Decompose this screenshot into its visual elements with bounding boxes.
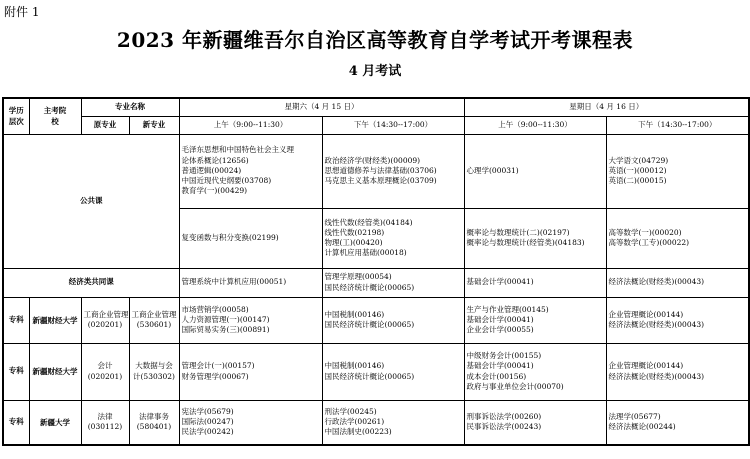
public-row-1 — [3, 134, 749, 208]
course-list — [179, 208, 322, 268]
course-line: 财务管理学(00067) — [181, 371, 249, 381]
major-orig — [81, 400, 129, 445]
course-list — [322, 297, 464, 343]
course-line: 毛泽东思想和中国特色社会主义理 — [181, 145, 294, 155]
course-line: 马克思主义基本原理概论(03709) — [324, 176, 437, 186]
major-level: 专科 — [3, 297, 29, 343]
course-line: 市场营销学(00058) — [181, 304, 249, 314]
course-list — [606, 268, 749, 297]
course-line: 中级财务会计(00155) — [466, 351, 542, 361]
course-line: 经济法概论(财经类)(00043) — [608, 371, 705, 381]
course-line: 国民经济统计概论(00065) — [324, 371, 415, 381]
course-line: 民事诉讼法学(00243) — [466, 422, 542, 432]
major-school: 新疆大学 — [29, 400, 81, 445]
econ-row — [3, 268, 749, 297]
course-line: 民法学(00242) — [181, 427, 234, 437]
course-list — [464, 400, 606, 445]
major-new — [129, 400, 179, 445]
course-line: (020201) — [87, 371, 123, 381]
course-line: 刑法学(00245) — [324, 406, 377, 416]
course-list — [606, 343, 749, 400]
header-sun-am: 上午（9:00--11:30） — [464, 116, 606, 134]
course-list — [179, 400, 322, 445]
major-row — [3, 297, 749, 343]
header-orig-major: 原专业 — [81, 116, 129, 134]
course-line: 普通逻辑(00024) — [181, 165, 242, 175]
major-level: 专科 — [3, 400, 29, 445]
course-line: 行政法学(00261) — [324, 417, 385, 427]
course-list — [179, 134, 322, 208]
schedule-table — [2, 97, 750, 446]
course-line: 概率论与数理统计(经管类)(04183) — [466, 238, 585, 247]
major-level: 专科 — [3, 343, 29, 400]
course-line: 高等数学(工专)(00022) — [608, 238, 690, 247]
course-line: 英语(一)(00012) — [608, 165, 667, 175]
course-line: (030112) — [87, 422, 123, 432]
header-level: 学历层次 — [3, 98, 29, 134]
course-list — [322, 208, 464, 268]
page-title: 2023 年新疆维吾尔自治区高等教育自学考试开考课程表 — [116, 28, 634, 52]
course-line: 思想道德修养与法律基础(03706) — [324, 165, 437, 175]
course-line: 国际法(00247) — [181, 417, 234, 427]
course-line: 工商企业管理 — [83, 309, 129, 319]
course-line: 生产与作业管理(00145) — [466, 304, 549, 314]
course-list — [179, 343, 322, 400]
course-line: 企业会计学(00055) — [466, 325, 534, 335]
course-line: 计算机应用基础(00018) — [324, 248, 407, 258]
course-line: 法律 — [97, 412, 113, 422]
header-sat-am: 上午（9:00--11:30） — [179, 116, 322, 134]
major-orig — [81, 343, 129, 400]
page-subtitle: 4 月考试 — [348, 64, 402, 79]
header-new-major: 新专业 — [129, 116, 179, 134]
course-list — [322, 134, 464, 208]
course-line: 大数据与会 — [135, 361, 173, 371]
course-list — [464, 297, 606, 343]
course-line: 大学语文(04729) — [608, 155, 669, 165]
course-line: 心理学(00031) — [466, 165, 519, 175]
course-line: 国民经济统计概论(00065) — [324, 320, 415, 329]
course-line: 工商企业管理 — [131, 309, 177, 319]
course-line: 线性代数(经管类)(04184) — [324, 217, 413, 227]
course-list — [606, 297, 749, 343]
course-line: 论体系概论(12656) — [181, 155, 249, 165]
course-line: 中国税制(00146) — [324, 361, 385, 371]
course-line: 国民经济统计概论(00065) — [324, 282, 415, 292]
course-line: 英语(二)(00015) — [608, 176, 667, 186]
header-row-2 — [3, 116, 749, 134]
econ-common-label: 经济类共同课 — [3, 268, 179, 297]
header-sunday: 星期日（4 月 16 日） — [464, 98, 749, 116]
course-line: 计(530302) — [133, 371, 175, 381]
course-line: 教育学(一)(00429) — [181, 186, 248, 196]
course-list — [464, 134, 606, 208]
header-school: 主考院校 — [29, 98, 81, 134]
course-line: 经济法概论(财经类)(00043) — [608, 320, 705, 329]
course-line: 经济法概论(财经类)(00043) — [608, 277, 705, 287]
course-list — [606, 208, 749, 268]
course-line: 企业管理概论(00144) — [608, 361, 684, 371]
header-sat-pm: 下午（14:30--17:00） — [322, 116, 464, 134]
course-list — [322, 400, 464, 445]
major-school: 新疆财经大学 — [29, 297, 81, 343]
course-line: 企业管理概论(00144) — [608, 309, 684, 319]
header-saturday: 星期六（4 月 15 日） — [179, 98, 464, 116]
course-line: 中国税制(00146) — [324, 309, 385, 319]
course-line: 法理学(05677) — [608, 412, 661, 422]
course-line: 政治经济学(财经类)(00009) — [324, 155, 421, 165]
header-sun-pm: 下午（14:30--17:00） — [606, 116, 749, 134]
course-list — [179, 297, 322, 343]
course-line: 成本会计(00156) — [466, 371, 527, 381]
course-line: 宪法学(05679) — [181, 406, 234, 416]
course-line: 会计 — [97, 361, 113, 371]
header-row-1 — [3, 98, 749, 116]
course-line: 基础会计学(00041) — [466, 277, 534, 287]
major-row — [3, 400, 749, 445]
major-row — [3, 343, 749, 400]
course-line: 中国近现代史纲要(03708) — [181, 176, 272, 186]
course-line: (020201) — [87, 320, 123, 329]
header-major-name: 专业名称 — [81, 98, 179, 116]
course-list — [464, 343, 606, 400]
course-list — [179, 268, 322, 297]
major-new — [129, 343, 179, 400]
course-line: 刑事诉讼法学(00260) — [466, 412, 542, 422]
course-list — [464, 268, 606, 297]
course-line: 中国法制史(00223) — [324, 427, 392, 437]
course-list — [606, 134, 749, 208]
course-line: 法律事务 — [139, 412, 169, 422]
course-line: 复变函数与积分变换(02199) — [181, 232, 279, 242]
course-line: 政府与事业单位会计(00070) — [466, 381, 564, 391]
course-line: 基础会计学(00041) — [466, 361, 534, 371]
major-new — [129, 297, 179, 343]
course-list — [606, 400, 749, 445]
course-line: 物理(工)(00420) — [324, 238, 383, 247]
course-list — [322, 268, 464, 297]
public-courses-label: 公共课 — [3, 134, 179, 268]
course-list — [464, 208, 606, 268]
course-line: 高等数学(一)(00020) — [608, 227, 682, 237]
course-line: (580401) — [136, 422, 172, 432]
course-list — [322, 343, 464, 400]
course-line: 管理系统中计算机应用(00051) — [181, 277, 287, 287]
attachment-label: 附件 1 — [4, 5, 40, 19]
course-line: 管理学原理(00054) — [324, 272, 392, 282]
course-line: (530601) — [136, 320, 172, 329]
course-line: 经济法概论(00244) — [608, 422, 676, 432]
course-line: 人力资源管理(一)(00147) — [181, 314, 270, 324]
course-line: 管理会计(一)(00157) — [181, 361, 255, 371]
course-line: 基础会计学(00041) — [466, 314, 534, 324]
course-line: 概率论与数理统计(二)(02197) — [466, 227, 570, 237]
major-school: 新疆财经大学 — [29, 343, 81, 400]
course-line: 国际贸易实务(三)(00891) — [181, 325, 270, 335]
course-line: 线性代数(02198) — [324, 227, 385, 237]
major-orig — [81, 297, 129, 343]
